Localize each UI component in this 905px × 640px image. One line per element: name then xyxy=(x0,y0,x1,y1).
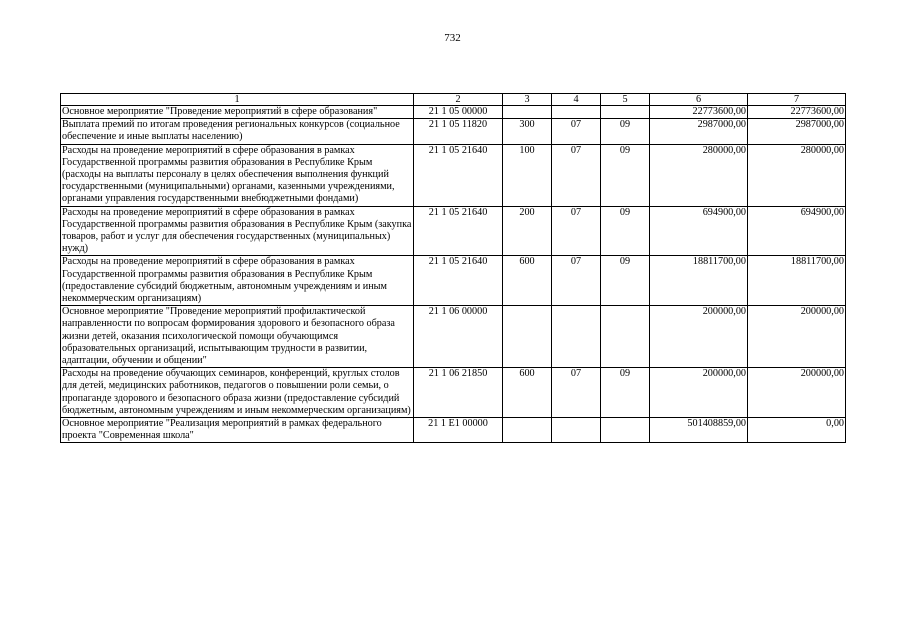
table-row xyxy=(61,144,846,206)
row-col3 xyxy=(503,418,552,443)
page-number: 732 xyxy=(444,32,461,44)
row-amount-7: 280000,00 xyxy=(748,144,846,206)
row-amount-6: 2987000,00 xyxy=(650,119,748,144)
row-code: 21 1 06 00000 xyxy=(414,306,503,368)
row-code: 21 1 E1 00000 xyxy=(414,418,503,443)
row-col5: 09 xyxy=(601,144,650,206)
row-col4 xyxy=(552,418,601,443)
row-col5 xyxy=(601,306,650,368)
row-name: Основное мероприятие "Реализация мероприятий в рамках федерального проекта "Современная школа" xyxy=(61,418,414,443)
row-amount-6: 501408859,00 xyxy=(650,418,748,443)
row-amount-6: 200000,00 xyxy=(650,306,748,368)
row-code: 21 1 05 00000 xyxy=(414,106,503,119)
row-amount-7: 694900,00 xyxy=(748,206,846,256)
header-col-2: 2 xyxy=(414,94,503,106)
table-row xyxy=(61,306,846,368)
row-amount-6: 18811700,00 xyxy=(650,256,748,306)
table-row xyxy=(61,106,846,119)
row-col5: 09 xyxy=(601,119,650,144)
row-amount-6: 694900,00 xyxy=(650,206,748,256)
row-code: 21 1 05 21640 xyxy=(414,256,503,306)
row-col3: 300 xyxy=(503,119,552,144)
row-col3: 200 xyxy=(503,206,552,256)
row-amount-7: 0,00 xyxy=(748,418,846,443)
header-col-3: 3 xyxy=(503,94,552,106)
row-amount-7: 18811700,00 xyxy=(748,256,846,306)
row-amount-7: 2987000,00 xyxy=(748,119,846,144)
row-amount-7: 22773600,00 xyxy=(748,106,846,119)
table-row xyxy=(61,256,846,306)
table-row xyxy=(61,368,846,418)
row-name: Расходы на проведение мероприятий в сфере образования в рамках Государственной программы развития образования в Республике Крым (закупка товаров, работ и услуг для обеспечения государственных (муниципальных) нужд) xyxy=(61,206,414,256)
row-col5: 09 xyxy=(601,368,650,418)
row-col5: 09 xyxy=(601,206,650,256)
table-row xyxy=(61,418,846,443)
header-col-7: 7 xyxy=(748,94,846,106)
header-col-6: 6 xyxy=(650,94,748,106)
row-name: Расходы на проведение обучающих семинаров, конференций, круглых столов для детей, медицинских работников, педагогов о повышении роли семьи, о пропаганде здорового и безопасного образа жизни (предоставление субсидий бюджетным, автономным учреждениям и иным некоммерческим организациям) xyxy=(61,368,414,418)
row-col4: 07 xyxy=(552,119,601,144)
table-row xyxy=(61,206,846,256)
table-row xyxy=(61,119,846,144)
row-code: 21 1 05 21640 xyxy=(414,206,503,256)
row-name: Расходы на проведение мероприятий в сфере образования в рамках Государственной программы развития образования в Республике Крым (расходы на выплаты персоналу в целях обеспечения выполнения функций государственными (муниципальными) органами, казенными учреждениями, органами управления государственными внебюджетными фондами) xyxy=(61,144,414,206)
header-col-4: 4 xyxy=(552,94,601,106)
row-name: Расходы на проведение мероприятий в сфере образования в рамках Государственной программы развития образования в Республике Крым (предоставление субсидий бюджетным, автономным учреждениям и иным некоммерческим организациям) xyxy=(61,256,414,306)
row-code: 21 1 06 21850 xyxy=(414,368,503,418)
row-code: 21 1 05 21640 xyxy=(414,144,503,206)
header-col-1: 1 xyxy=(61,94,414,106)
budget-table xyxy=(60,93,846,443)
row-name: Основное мероприятие "Проведение мероприятий профилактической направленности по вопросам формирования здорового и безопасного образа жизни детей, оказания психологической помощи обучающимся образовательных организаций, испытывающим трудности в развитии, адаптации, обучении и общении" xyxy=(61,306,414,368)
row-col4 xyxy=(552,306,601,368)
row-amount-6: 280000,00 xyxy=(650,144,748,206)
row-name: Основное мероприятие "Проведение мероприятий в сфере образования" xyxy=(61,106,414,119)
row-col5 xyxy=(601,418,650,443)
row-name: Выплата премий по итогам проведения региональных конкурсов (социальное обеспечение и иные выплаты населению) xyxy=(61,119,414,144)
row-amount-7: 200000,00 xyxy=(748,306,846,368)
row-col5: 09 xyxy=(601,256,650,306)
row-col4: 07 xyxy=(552,206,601,256)
row-col4 xyxy=(552,106,601,119)
row-amount-6: 200000,00 xyxy=(650,368,748,418)
row-col3: 600 xyxy=(503,368,552,418)
row-col3: 600 xyxy=(503,256,552,306)
header-row xyxy=(61,94,846,106)
row-amount-6: 22773600,00 xyxy=(650,106,748,119)
row-col3: 100 xyxy=(503,144,552,206)
row-col4: 07 xyxy=(552,256,601,306)
row-col3 xyxy=(503,106,552,119)
row-col4: 07 xyxy=(552,144,601,206)
row-col4: 07 xyxy=(552,368,601,418)
row-col3 xyxy=(503,306,552,368)
row-col5 xyxy=(601,106,650,119)
row-code: 21 1 05 11820 xyxy=(414,119,503,144)
header-col-5: 5 xyxy=(601,94,650,106)
row-amount-7: 200000,00 xyxy=(748,368,846,418)
